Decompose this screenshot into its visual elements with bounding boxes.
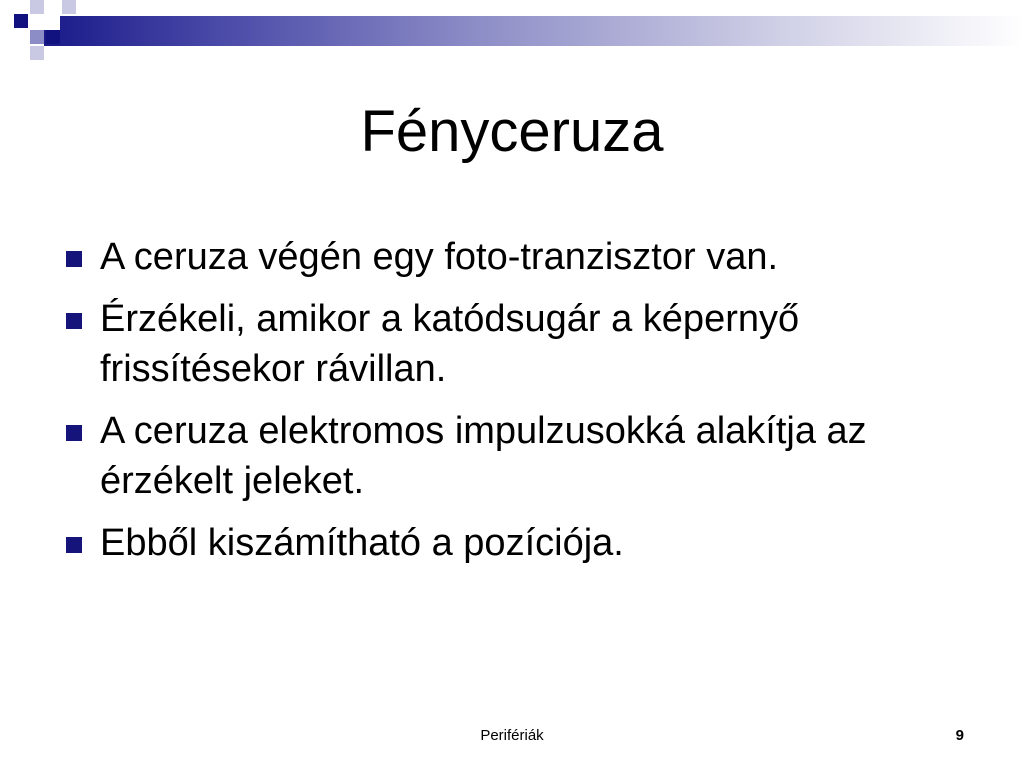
list-item [60,232,980,282]
header-gradient-bar [44,16,1024,46]
bullet-text: Érzékeli, amikor a katódsugár a képernyő frissítésekor rávillan. [100,298,800,390]
decor-square [14,14,28,28]
decor-square [46,30,60,44]
square-bullet-icon [66,251,82,267]
slide-title: Fényceruza [360,99,664,164]
square-bullet-icon [66,537,82,553]
list-item [60,294,980,394]
list-item [60,406,980,506]
bullet-text: A ceruza végén egy foto-tranzisztor van. [100,236,779,278]
bullet-text: A ceruza elektromos impulzusokká alakítja az érzékelt jeleket. [100,410,867,502]
square-bullet-icon [66,313,82,329]
decor-square [30,30,44,44]
square-bullet-icon [66,425,82,441]
bullet-list [60,232,980,580]
decor-square [44,14,60,30]
footer-text: Perifériák [480,727,544,744]
list-item [60,518,980,568]
bullet-text: Ebből kiszámítható a pozíciója. [100,522,624,564]
decor-square [62,0,76,14]
decor-square [30,0,44,14]
decor-square [30,46,44,60]
page-number: 9 [955,727,964,744]
